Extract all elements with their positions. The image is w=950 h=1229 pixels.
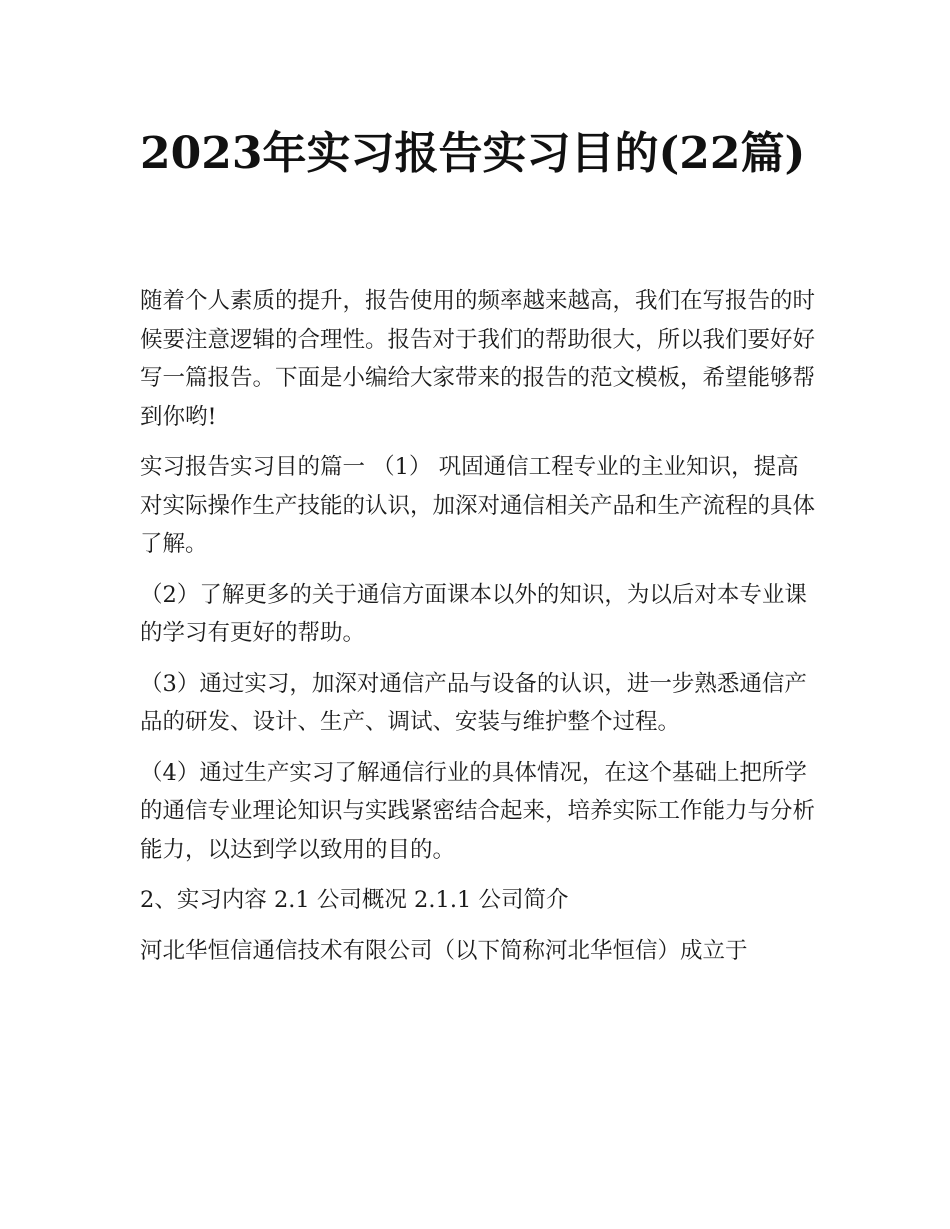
- paragraph-goal-3: （3）通过实习，加深对通信产品与设备的认识，进一步熟悉通信产品的研发、设计、生产、调试、安装与维护整个过程。: [140, 670, 807, 735]
- section-heading-internship-content: 2、实习内容 2.1 公司概况 2.1.1 公司简介: [140, 887, 569, 913]
- paragraph-goal-1: 实习报告实习目的篇一 （1） 巩固通信工程专业的主业知识，提高对实际操作生产技能的认识，加深对通信相关产品和生产流程的具体了解。: [140, 454, 816, 557]
- paragraph-company-intro: 河北华恒信通信技术有限公司（以下简称河北华恒信）成立于: [140, 937, 748, 964]
- document-title: 2023年实习报告实习目的(22篇): [140, 128, 806, 179]
- paragraph-goal-2: （2）了解更多的关于通信方面课本以外的知识，为以后对本专业课的学习有更好的帮助。: [140, 581, 807, 646]
- document-body: [140, 282, 815, 982]
- paragraph-goal-4: （4）通过生产实习了解通信行业的具体情况，在这个基础上把所学的通信专业理论知识与实践紧密结合起来，培养实际工作能力与分析能力，以达到学以致用的目的。: [140, 759, 816, 863]
- paragraph-intro: 随着个人素质的提升，报告使用的频率越来越高，我们在写报告的时候要注意逻辑的合理性。报告对于我们的帮助很大，所以我们要好好写一篇报告。下面是小编给大家带来的报告的范文模板，希望能够帮到你哟!: [140, 288, 816, 430]
